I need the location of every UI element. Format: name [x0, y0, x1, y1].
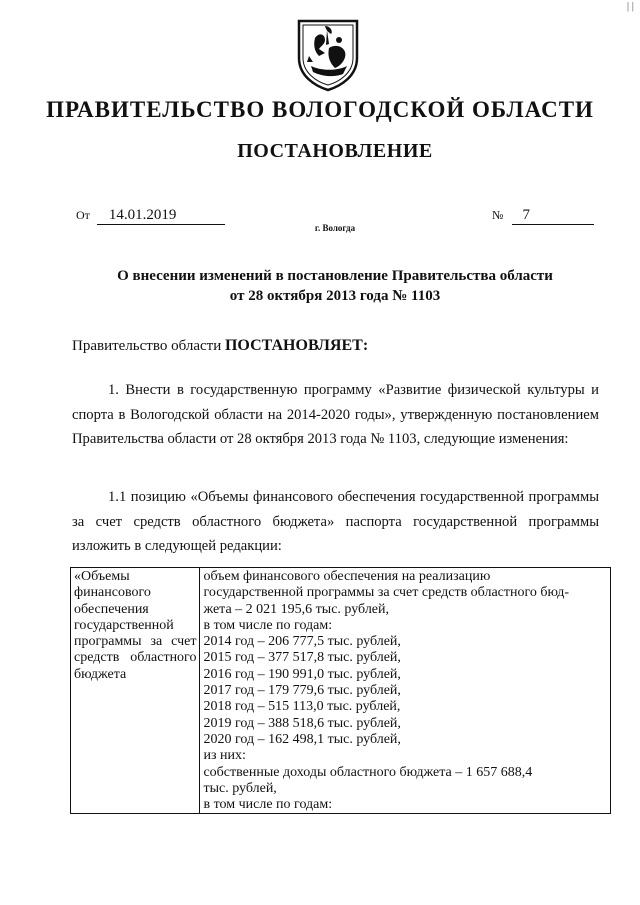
city-label: г. Вологда	[314, 223, 356, 233]
value-line: собственные доходы областного бюджета – 1 657 688,4	[203, 764, 533, 780]
value-line: 2018 год – 515 113,0 тыс. рублей,	[203, 699, 401, 715]
value-line: тыс. рублей,	[203, 780, 277, 796]
page-corner-mark: | |	[626, 0, 634, 12]
paragraph-1: 1. Внести в государственную программу «Развитие физической культуры и спорта в Вологодской области на 2014-2020 годы», утвержденную постановлением Правительства области от 28 октября 2013 года № 1103, следующие изменения:	[72, 382, 599, 447]
date-prefix: От	[76, 208, 90, 222]
number-prefix: №	[492, 208, 504, 222]
table-cell-value	[200, 568, 611, 814]
preamble-bold: ПОСТАНОВЛЯЕТ:	[224, 337, 369, 354]
value-line: 2016 год – 190 991,0 тыс. рублей,	[203, 666, 401, 682]
value-line: 2017 год – 179 779,6 тыс. рублей,	[203, 683, 401, 699]
value-line: в том числе по годам:	[203, 617, 333, 633]
table-cell-label: «Объемы финансового обеспечения государственной программы за счет средств областного бюджета	[71, 568, 200, 814]
value-line: 2014 год – 206 777,5 тыс. рублей,	[203, 634, 401, 650]
finance-table	[70, 567, 611, 814]
subject-line-2: от 28 октября 2013 года № 1103	[229, 288, 441, 304]
paragraph-2: 1.1 позицию «Объемы финансового обеспечения государственной программы за счет средств областного бюджета» паспорта государственной программы изложить в следующей редакции:	[72, 489, 599, 554]
date-value: 14.01.2019	[97, 207, 225, 225]
value-line: 2019 год – 388 518,6 тыс. рублей,	[203, 715, 401, 731]
value-line: 2020 год – 162 498,1 тыс. рублей,	[203, 731, 401, 747]
document-subject	[0, 266, 640, 306]
value-line: из них:	[203, 748, 246, 764]
value-line: государственной программы за счет средств областного бюд-	[203, 585, 570, 601]
value-line: жета – 2 021 195,6 тыс. рублей,	[203, 601, 390, 617]
value-line: 2015 год – 377 517,8 тыс. рублей,	[203, 650, 401, 666]
subject-line-1: О внесении изменений в постановление Правительства области	[117, 268, 553, 284]
vologda-coat-of-arms-icon	[295, 18, 361, 92]
number-value: 7	[512, 207, 594, 225]
value-line: в том числе по годам:	[203, 797, 333, 813]
table-row	[71, 568, 611, 814]
document-type: ПОСТАНОВЛЕНИЕ	[237, 140, 433, 162]
government-title: ПРАВИТЕЛЬСТВО ВОЛОГОДСКОЙ ОБЛАСТИ	[46, 97, 594, 122]
preamble	[72, 337, 368, 355]
preamble-text: Правительство области	[72, 338, 225, 354]
value-line: объем финансового обеспечения на реализацию	[203, 569, 491, 584]
